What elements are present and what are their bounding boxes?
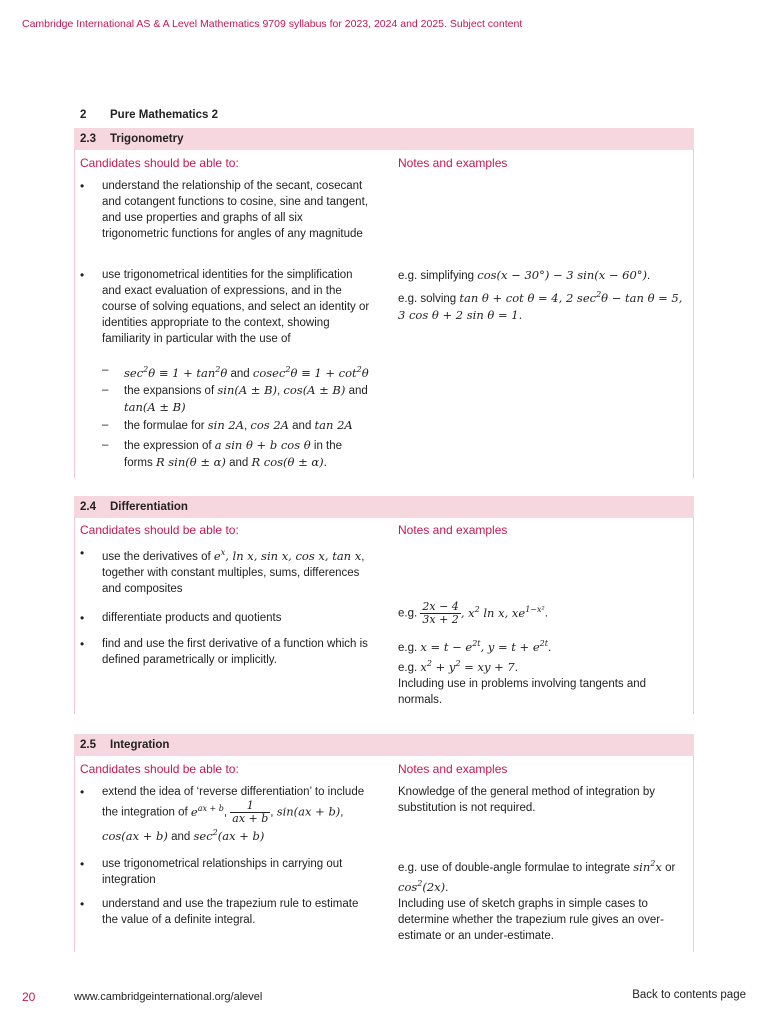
column-header-right: Notes and examples: [398, 156, 508, 170]
note-item: Including use in problems involving tangents and normals.: [398, 678, 647, 706]
list-item: • use trigonometrical relationships in carrying out integration: [80, 857, 343, 886]
topic-number: 2.4: [80, 501, 96, 513]
column-header-left: Candidates should be able to:: [80, 523, 239, 537]
list-item: • use the derivatives of $e^x$, ln x, sin x, cos x, tan x, together with constant multiples, sums, differences and composites: [80, 546, 365, 595]
note-item: e.g. $x^2 + y^2$ = xy + 7.: [398, 659, 518, 674]
sub-list-item: – the expression of a sin θ + b cos θ in the forms R sin(θ ± α) and R cos(θ ± α).: [102, 438, 343, 469]
topic-band-trigonometry: [74, 128, 694, 150]
note-item: e.g. simplifying cos(x − 30°) − 3 sin(x − 60°).: [398, 268, 651, 282]
list-item: • understand and use the trapezium rule to estimate the value of a definite integral.: [80, 897, 359, 926]
topic-title: Integration: [110, 739, 170, 751]
sub-list-item: – the formulae for sin 2A, cos 2A and tan 2A: [102, 418, 353, 432]
column-header-left: Candidates should be able to:: [80, 156, 239, 170]
table-border: [74, 756, 75, 952]
back-to-contents-link[interactable]: Back to contents page: [632, 989, 746, 1001]
topic-number: 2.5: [80, 739, 96, 751]
list-item: • differentiate products and quotients: [80, 611, 282, 625]
note-item: Including use of sketch graphs in simple cases to determine whether the trapezium rule gives an over-estimate or an under-estimate.: [398, 898, 664, 942]
section-title: [80, 109, 218, 121]
list-item: • find and use the first derivative of a function which is defined parametrically or implicitly.: [80, 637, 368, 666]
list-item: • use trigonometrical identities for the simplification and exact evaluation of expressions, and in the course of solving equations, and select an identity or identities appropriate to the context, showing familiarity in particular with the use of: [80, 268, 370, 345]
section-name: Pure Mathematics 2: [110, 109, 219, 121]
section-number: 2: [80, 109, 87, 121]
note-item: e.g. $x = t - e^{2t}$, $y = t + e^{2t}$.: [398, 639, 552, 654]
note-item: e.g. $\frac{2x - 4}{3x + 2}$ , $x^2$ ln x, $xe^{1-x^2}$.: [398, 600, 548, 626]
table-border: [693, 756, 694, 952]
column-header-right: Notes and examples: [398, 762, 508, 776]
topic-title: Differentiation: [110, 501, 188, 513]
table-border: [693, 518, 694, 714]
page-number: 20: [22, 990, 36, 1004]
topic-number: 2.3: [80, 133, 96, 145]
page-header: Cambridge International AS & A Level Mathematics 9709 syllabus for 2023, 2024 and 2025. Subject content: [22, 18, 523, 30]
sub-list-item: – the expansions of sin(A ± B), cos(A ± B) and tan(A ± B): [102, 383, 368, 414]
list-item: • understand the relationship of the secant, cosecant and cotangent functions to cosine, sine and tangent, and use properties and graphs of all six trigonometric functions for angles of any magnitude: [80, 179, 368, 240]
table-border: [693, 150, 694, 478]
table-border: [74, 150, 75, 478]
website-link[interactable]: www.cambridgeinternational.org/alevel: [74, 991, 263, 1003]
note-item: e.g. use of double-angle formulae to integrate $\sin^2x$ or $\cos^2(2x)$.: [398, 859, 676, 894]
topic-title: Trigonometry: [110, 133, 184, 145]
note-item: e.g. solving tan θ + cot θ = 4, 2 $\sec^2\theta - \tan \theta = 5$, 3 cos θ + 2 sin θ = 1.: [398, 290, 683, 322]
sub-list-item: – $\sec^2\theta \equiv 1 + \tan^2\theta$ and $cosec^2\theta \equiv 1 + \cot^2\theta$: [102, 364, 369, 380]
topic-band-integration: [74, 734, 694, 756]
table-border: [74, 518, 75, 714]
note-item: Knowledge of the general method of integration by substitution is not required.: [398, 786, 656, 814]
column-header-left: Candidates should be able to:: [80, 762, 239, 776]
list-item: • extend the idea of ‘reverse differentiation’ to include the integration of $e^{ax + b}$, $\frac{1}{ax + b}$ , sin(ax + b), cos(ax + b) and $\sec^2(ax + b)$: [80, 785, 365, 843]
column-header-right: Notes and examples: [398, 523, 508, 537]
topic-band-differentiation: [74, 496, 694, 518]
